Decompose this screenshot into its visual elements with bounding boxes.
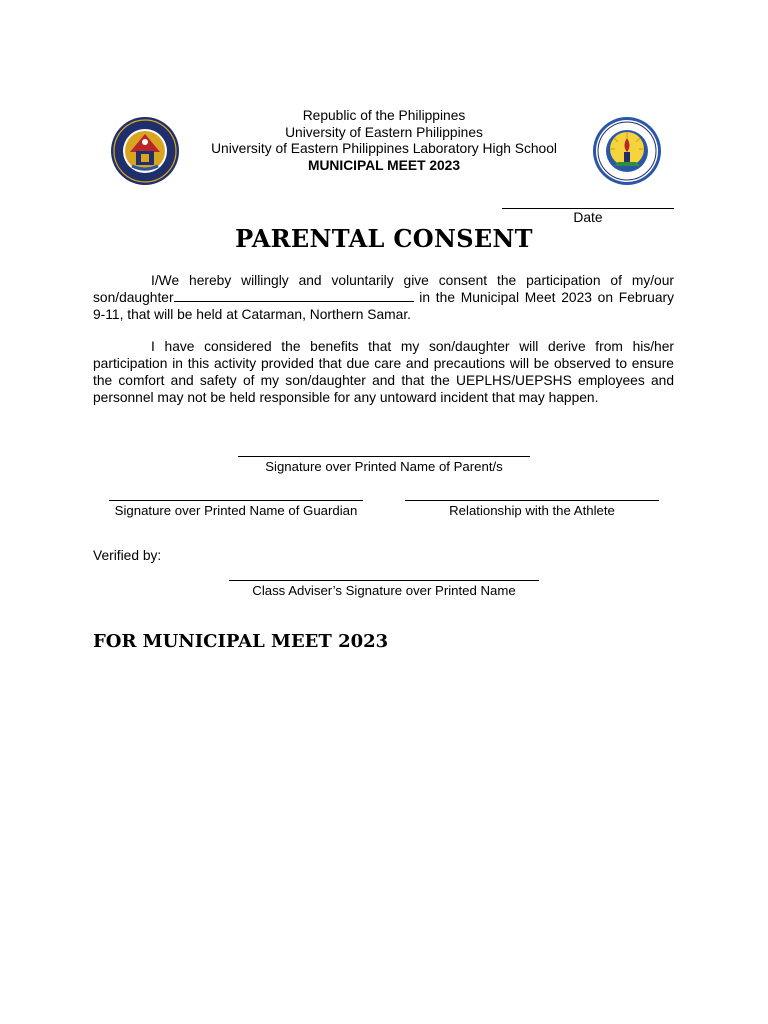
parent-signature-block <box>234 446 534 474</box>
adviser-signature-line <box>229 570 539 581</box>
footer-title: FOR MUNICIPAL MEET 2023 <box>93 631 389 652</box>
guardian-signature-label: Signature over Printed Name of Guardian <box>114 503 358 518</box>
date-label: Date <box>573 210 603 225</box>
verified-by-label: Verified by: <box>93 548 162 563</box>
relationship-block <box>402 490 662 518</box>
guardian-signature-line <box>109 490 363 501</box>
header-republic: Republic of the Philippines <box>302 108 466 123</box>
document-title: PARENTAL CONSENT <box>235 224 533 253</box>
header-university: University of Eastern Philippines <box>285 124 483 140</box>
consent-paragraph <box>93 272 674 323</box>
header-event: MUNICIPAL MEET 2023 <box>307 157 461 173</box>
relationship-line <box>405 490 659 501</box>
consent-text-start: I/We hereby willingly and voluntarily give consent the participation of my/our son/daughter <box>93 273 674 305</box>
date-field <box>500 196 676 226</box>
consent-text-end: in the Municipal Meet 2023 on February 9-11, that will be held at Catarman, Northern Samar. <box>93 290 674 322</box>
header-school: University of Eastern Philippines Laboratory High School <box>211 141 557 156</box>
adviser-signature-label: Class Adviser’s Signature over Printed Name <box>252 583 516 598</box>
waiver-paragraph: I have considered the benefits that my son/daughter will derive from his/her participation in this activity provided that due care and precautions will be observed to ensure the comfort and safety of my son/daughter and that the UEPLHS/UEPSHS employees and personnel may not be held responsible for any untoward incident that may happen. <box>93 339 674 405</box>
date-blank-line <box>502 196 674 209</box>
relationship-label: Relationship with the Athlete <box>449 503 615 518</box>
student-name-blank <box>174 290 414 302</box>
guardian-signature-block <box>100 490 372 518</box>
parent-signature-label: Signature over Printed Name of Parent/s <box>265 459 503 474</box>
adviser-signature-block <box>226 570 542 598</box>
letterhead <box>0 108 768 174</box>
parent-signature-line <box>238 446 530 457</box>
